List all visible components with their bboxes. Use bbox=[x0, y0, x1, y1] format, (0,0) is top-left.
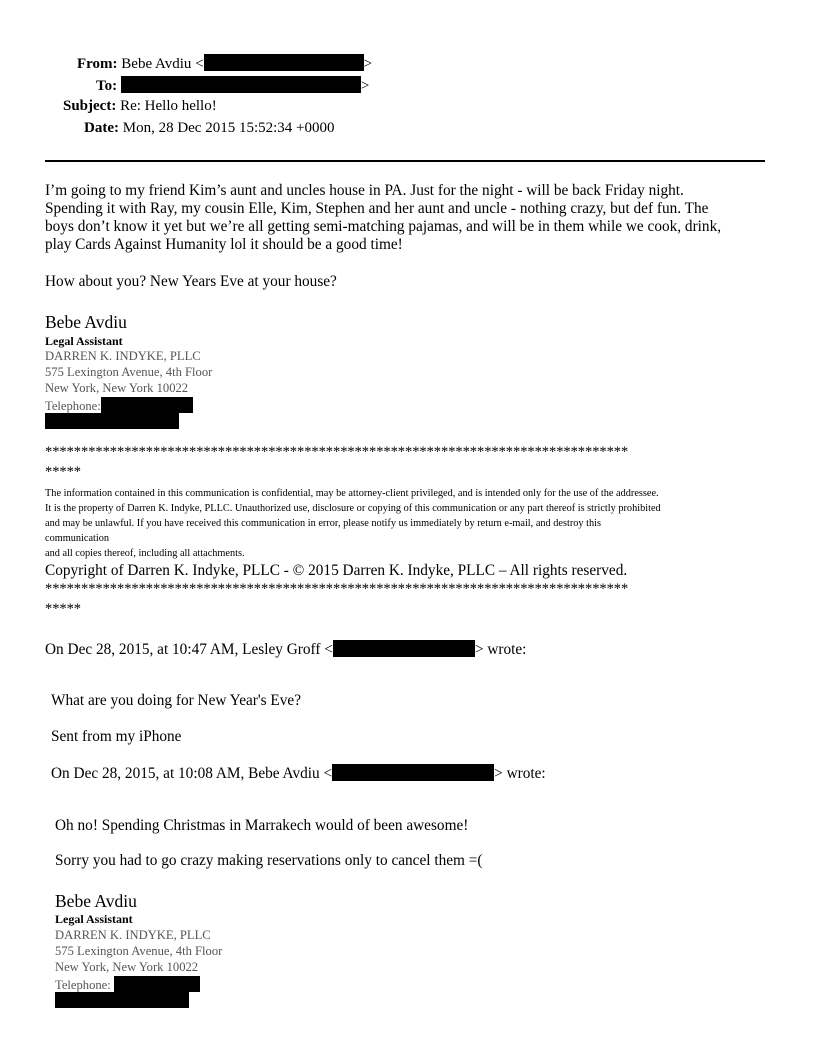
disclaimer-stars-bottom: ********************************************************************************* bbox=[45, 581, 629, 597]
quote2-telephone-label: Telephone: bbox=[55, 978, 111, 992]
redacted-to-email bbox=[121, 76, 361, 93]
signature-firm: DARREN K. INDYKE, PLLC bbox=[45, 349, 201, 363]
date-label: Date: bbox=[84, 120, 119, 136]
disclaimer-stars-top: ********************************************************************************* bbox=[45, 444, 629, 460]
disclaimer-copyright: Copyright of Darren K. Indyke, PLLC - © 2015 Darren K. Indyke, PLLC – All rights reserved. bbox=[45, 562, 628, 579]
redacted-quote2-signature-extra bbox=[55, 992, 189, 1010]
quote1-intro-prefix: On Dec 28, 2015, at 10:47 AM, Lesley Groff < bbox=[45, 641, 333, 658]
quote2-signature-address-2: New York, New York 10022 bbox=[55, 960, 199, 974]
signature-address-1: 575 Lexington Avenue, 4th Floor bbox=[45, 365, 213, 379]
body-question: How about you? New Years Eve at your house? bbox=[45, 273, 337, 290]
disclaimer-stars-top-tail: ***** bbox=[45, 464, 82, 480]
signature-name: Bebe Avdiu bbox=[45, 312, 127, 332]
body-paragraph bbox=[45, 182, 721, 254]
quote2-intro-prefix: On Dec 28, 2015, at 10:08 AM, Bebe Avdiu < bbox=[51, 765, 333, 782]
quote1-sent-from: Sent from my iPhone bbox=[51, 728, 182, 745]
from-label: From: bbox=[77, 56, 118, 72]
body-line-3: boys don’t know it yet but we’re all getting semi-matching pajamas, and will be in them while we cook, drink, bbox=[45, 218, 722, 235]
quote2-signature-address-1: 575 Lexington Avenue, 4th Floor bbox=[55, 944, 223, 958]
redacted-from-email bbox=[204, 54, 364, 71]
header-divider bbox=[45, 160, 765, 162]
redacted-quote2-telephone bbox=[114, 976, 200, 992]
quote2-signature-telephone bbox=[55, 976, 200, 993]
subject-row bbox=[63, 98, 217, 115]
quote2-message-1: Oh no! Spending Christmas in Marrakech would of been awesome! bbox=[55, 817, 469, 834]
quote2-signature-title: Legal Assistant bbox=[55, 912, 133, 926]
disclaimer-line-4: communication bbox=[45, 533, 110, 544]
disclaimer-line-5: and all copies thereof, including all attachments. bbox=[45, 548, 245, 559]
to-row: To: > bbox=[96, 78, 370, 94]
to-label: To: bbox=[96, 78, 118, 94]
quote2-signature-firm: DARREN K. INDYKE, PLLC bbox=[55, 928, 211, 942]
quote1-intro bbox=[45, 640, 526, 659]
quote2-intro bbox=[51, 764, 546, 783]
redacted-signature-extra bbox=[45, 413, 179, 431]
disclaimer-line-1: The information contained in this communication is confidential, may be attorney-client privileged, and is intended only for the use of the addressee. bbox=[45, 488, 659, 499]
from-name: Bebe Avdiu bbox=[121, 56, 192, 72]
subject-label: Subject: bbox=[63, 98, 117, 114]
date-value: Mon, 28 Dec 2015 15:52:34 +0000 bbox=[122, 120, 335, 136]
subject-value: Re: Hello hello! bbox=[120, 98, 217, 114]
disclaimer-line-3: and may be unlawful. If you have received this communication in error, please notify us immediately by return e-mail, and destroy this bbox=[45, 518, 602, 529]
body-line-2: Spending it with Ray, my cousin Elle, Kim, Stephen and her aunt and uncle - nothing crazy, but def fun. The bbox=[45, 200, 709, 217]
quote2-message-2: Sorry you had to go crazy making reservations only to cancel them =( bbox=[55, 852, 483, 869]
disclaimer-stars-bottom-tail: ***** bbox=[45, 601, 82, 617]
redacted-telephone bbox=[101, 397, 193, 413]
telephone-label: Telephone: bbox=[45, 399, 101, 413]
body-line-1: I’m going to my friend Kim’s aunt and uncles house in PA. Just for the night - will be back Friday night. bbox=[45, 182, 684, 199]
signature-address-2: New York, New York 10022 bbox=[45, 381, 189, 395]
quote1-intro-suffix: > wrote: bbox=[474, 641, 527, 658]
from-row: From: Bebe Avdiu < > bbox=[77, 56, 373, 72]
signature-title: Legal Assistant bbox=[45, 334, 123, 348]
quote1-message: What are you doing for New Year's Eve? bbox=[51, 692, 301, 709]
body-line-4: play Cards Against Humanity lol it should be a good time! bbox=[45, 236, 403, 253]
date-row bbox=[84, 120, 335, 137]
disclaimer-line-2: It is the property of Darren K. Indyke, PLLC. Unauthorized use, disclosure or copying of this communication or any part thereof is strictly prohibited bbox=[45, 503, 661, 514]
redacted-quote2-email bbox=[332, 764, 494, 781]
quote2-intro-suffix: > wrote: bbox=[494, 765, 546, 782]
redacted-quote1-email bbox=[333, 640, 475, 657]
quote2-signature-name: Bebe Avdiu bbox=[55, 891, 137, 911]
signature-telephone bbox=[45, 397, 193, 414]
